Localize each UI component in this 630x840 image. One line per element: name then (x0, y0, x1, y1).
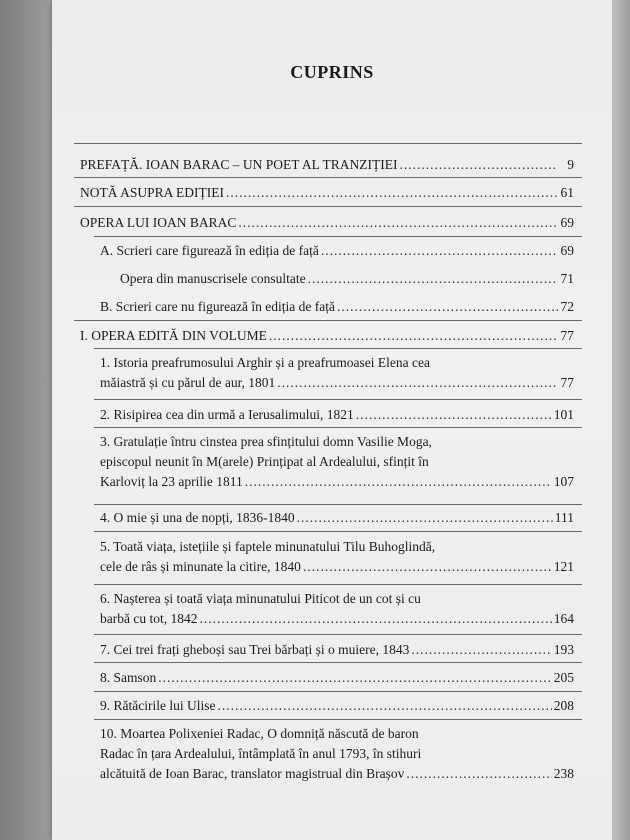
separator-rule (74, 143, 582, 144)
toc-entry (100, 537, 574, 577)
toc-entry-title: I. OPERA EDITĂ DIN VOLUME (80, 328, 267, 343)
toc-entry (100, 432, 574, 492)
toc-entry (100, 696, 574, 716)
toc-page-number: 121 (553, 559, 574, 574)
toc-entry-title: 3. Gratulație întru cinstea prea sfințitului domn Vasilie Moga, (100, 434, 432, 449)
separator-rule (94, 399, 582, 400)
toc-entry-title: episcopul neunit în M(arele) Prințipat al Ardealului, sfințit în (100, 454, 429, 469)
dot-leader (411, 640, 551, 660)
dot-leader (226, 183, 558, 203)
separator-rule (74, 206, 582, 207)
dot-leader (321, 241, 558, 261)
toc-page-number: 111 (554, 510, 574, 525)
toc-entry-title: NOTĂ ASUPRA EDIȚIEI (80, 185, 224, 200)
scan-left-margin (0, 0, 58, 840)
toc-entry-title: 2. Risipirea cea din urmă a Ierusalimului, 1821 (100, 407, 354, 422)
toc-entry-title: B. Scrieri care nu figurează în ediția de față (100, 299, 336, 314)
toc-entry-title: 8. Samson (100, 670, 157, 685)
separator-rule (94, 691, 582, 692)
toc-entry-title: 6. Nașterea și toată viața minunatului Piticot de un cot și cu (100, 591, 421, 606)
dot-leader (245, 472, 552, 492)
toc-page-number: 71 (560, 271, 574, 286)
toc-page-number: 208 (553, 698, 574, 713)
toc-page-number: 101 (553, 407, 574, 422)
toc-entry-title: Radac în țara Ardealului, întâmplată în anul 1793, în stihuri (100, 746, 422, 761)
dot-leader (269, 326, 558, 346)
toc-entry-title: 9. Rătăcirile lui Ulise (100, 698, 216, 713)
toc-entry-title: 7. Cei trei frați gheboși sau Trei bărbați și o muiere, 1843 (100, 642, 410, 657)
toc-entry (100, 297, 574, 317)
toc-entry (80, 326, 574, 346)
toc-page-number: 205 (553, 670, 574, 685)
toc-entry (100, 589, 574, 629)
dot-leader (337, 297, 558, 317)
toc-page-number: 69 (560, 215, 574, 230)
dot-leader (303, 557, 552, 577)
separator-rule (74, 177, 582, 178)
dot-leader (217, 696, 551, 716)
toc-page-number: 107 (553, 474, 574, 489)
separator-rule (94, 427, 582, 428)
toc-page-number: 164 (553, 611, 574, 626)
toc-entry-title: măiastră și cu părul de aur, 1801 (100, 375, 276, 390)
dot-leader (308, 269, 558, 289)
toc-entry-title: alcătuită de Ioan Barac, translator magistrual din Brașov (100, 766, 405, 781)
toc-entry-title: 4. O mie și una de nopți, 1836-1840 (100, 510, 295, 525)
page-title: CUPRINS (290, 62, 374, 82)
dot-leader (356, 405, 552, 425)
toc-entry (120, 269, 574, 289)
separator-rule (94, 662, 582, 663)
toc-entry (80, 183, 574, 203)
toc-entry-title: OPERA LUI IOAN BARAC (80, 215, 237, 230)
toc-page-number: 238 (553, 766, 574, 781)
toc-page-number: 77 (560, 375, 574, 390)
dot-leader (158, 668, 551, 688)
toc-entry (100, 508, 574, 528)
dot-leader (297, 508, 553, 528)
dot-leader (199, 609, 551, 629)
separator-rule (94, 584, 582, 585)
separator-rule (94, 719, 582, 720)
book-page (52, 0, 612, 840)
toc-entry (100, 724, 574, 784)
dot-leader (406, 764, 551, 784)
toc-entry (100, 405, 574, 425)
toc-page-number: 9 (567, 157, 574, 172)
toc-entry (100, 353, 574, 393)
dot-leader (277, 373, 558, 393)
toc-entry-title: barbă cu tot, 1842 (100, 611, 198, 626)
toc-page-number: 72 (560, 299, 574, 314)
separator-rule (94, 634, 582, 635)
toc-page-number: 77 (560, 328, 574, 343)
toc-entry-title: cele de râs și minunate la citire, 1840 (100, 559, 301, 574)
dot-leader (238, 213, 558, 233)
toc-entry-title: A. Scrieri care figurează în ediția de față (100, 243, 319, 258)
toc-entry (80, 155, 574, 175)
toc-entry (100, 241, 574, 261)
toc-entry-title: 1. Istoria preafrumosului Arghir și a preafrumoasei Elena cea (100, 355, 431, 370)
toc-entry (80, 213, 574, 233)
separator-rule (74, 320, 582, 321)
separator-rule (94, 348, 582, 349)
toc-page-number: 69 (560, 243, 574, 258)
toc-entry-title: Opera din manuscrisele consultate (120, 271, 306, 286)
toc-entry-title: 10. Moartea Polixeniei Radac, O domniță născută de baron (100, 726, 419, 741)
toc-entry (100, 668, 574, 688)
toc-entry-title: Karloviț la 23 aprilie 1811 (100, 474, 243, 489)
toc-page-number: 61 (560, 185, 574, 200)
toc-entry-title: PREFAȚĂ. IOAN BARAC – UN POET AL TRANZIȚIEI (80, 157, 398, 172)
separator-rule (94, 236, 582, 237)
toc-page-number: 193 (553, 642, 574, 657)
toc-entry-title: 5. Toată viața, istețiile și faptele minunatului Tilu Buhoglindă, (100, 539, 436, 554)
dot-leader (400, 155, 558, 175)
toc-entry (100, 640, 574, 660)
separator-rule (94, 504, 582, 505)
separator-rule (94, 531, 582, 532)
